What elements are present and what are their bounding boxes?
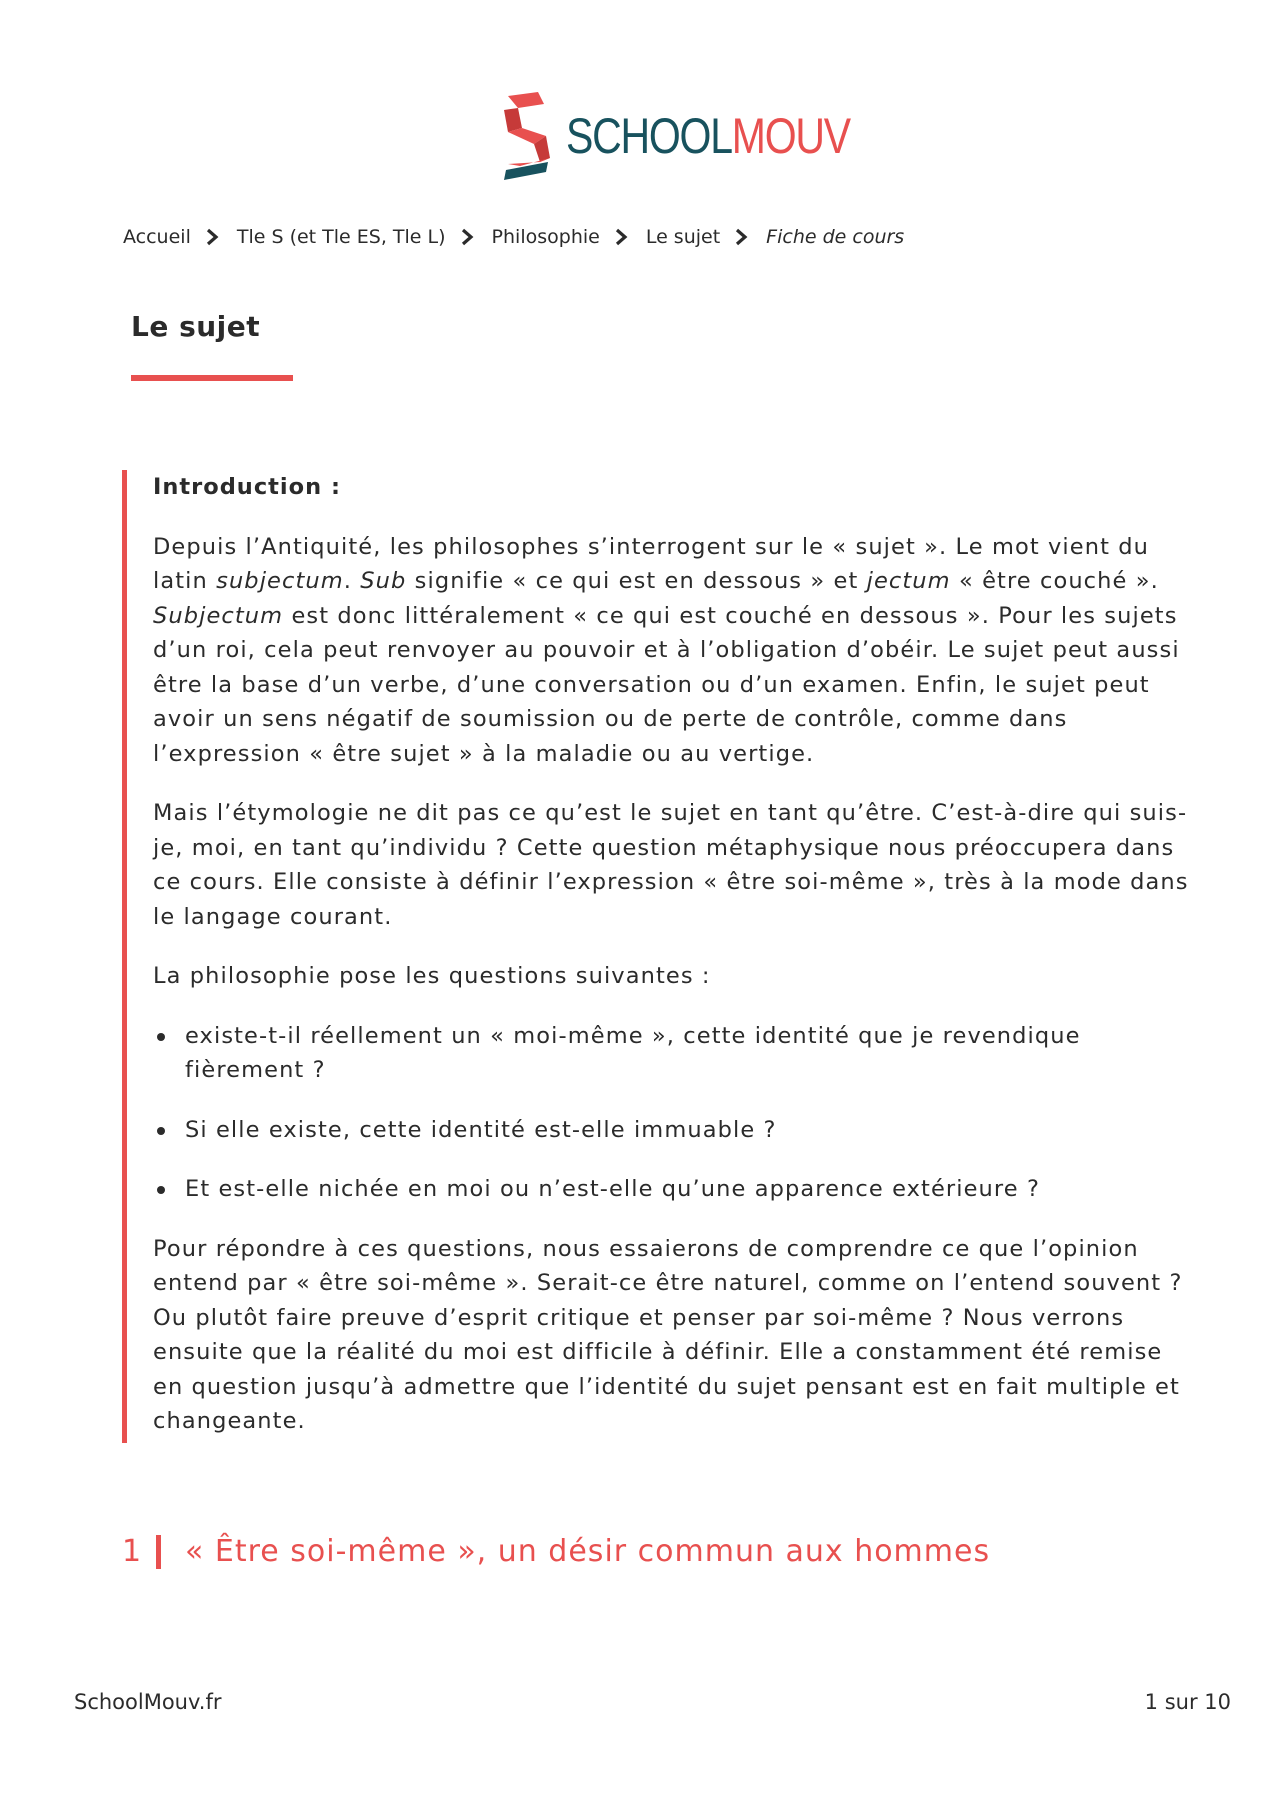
footer-site: SchoolMouv.fr [74, 1690, 222, 1714]
brand-logo [500, 92, 912, 184]
introduction-heading: Introduction : [153, 474, 341, 500]
brand-name-part2: MOUV [731, 108, 850, 164]
breadcrumb-item-subject[interactable]: Philosophie [491, 226, 600, 248]
breadcrumb-item-accueil[interactable]: Accueil [123, 226, 191, 248]
list-item [185, 1019, 1193, 1088]
introduction-paragraph-1 [153, 530, 1193, 772]
brand-wordmark [566, 107, 850, 165]
chevron-right-icon [614, 228, 628, 246]
breadcrumb-current: Fiche de cours [766, 226, 905, 248]
bullet-icon [157, 1033, 165, 1041]
section-heading-1 [122, 1534, 990, 1569]
chevron-right-icon [734, 228, 748, 246]
section-divider [156, 1535, 161, 1569]
text-segment: Depuis l’Antiquité, les philosophes s’interrogent sur le « sujet ». Le mot vient du latin [153, 533, 1149, 594]
section-title: « Être soi-même », un désir commun aux hommes [185, 1534, 991, 1569]
introduction-paragraph-4: Pour répondre à ces questions, nous essaierons de comprendre ce que l’opinion entend par « être soi-même ». Serait-ce être naturel, comme on l’entend souvent ? Ou plutôt faire preuve d’esprit critique et penser par soi-même ? Nous verrons ensuite que la réalité du moi est difficile à définir. Elle a constamment été remise en question jusqu’à admettre que l’identité du sujet pensant est en fait multiple et changeante. [153, 1235, 1183, 1434]
text-segment: . [343, 568, 361, 594]
introduction-paragraph-2: Mais l’étymologie ne dit pas ce qu’est le sujet en tant qu’être. C’est-à-dire qui suis-je, moi, en tant qu’individu ? Cette question métaphysique nous préoccupera dans ce cours. Elle consiste à définir l’expression « être soi-même », très à la mode dans le langage courant. [153, 800, 1189, 930]
list-item [185, 1113, 1193, 1148]
text-segment: « être couché ». [950, 568, 1159, 594]
chevron-right-icon [205, 228, 219, 246]
text-segment: est donc littéralement « ce qui est couché en dessous ». Pour les sujets d’un roi, cela peut renvoyer au pouvoir et à l’obligation d’obéir. Le sujet peut aussi être la base d’un verbe, d’une conversation ou d’un examen. Enfin, le sujet peut avoir un sens négatif de soumission ou de perte de contrôle, comme dans l’expression « être sujet » à la maladie ou au vertige. [153, 602, 1180, 767]
questions-list [153, 1019, 1193, 1207]
bullet-icon [157, 1186, 165, 1194]
breadcrumb-item-chapter[interactable]: Le sujet [645, 226, 721, 248]
emphasis-jectum: jectum [866, 568, 951, 594]
page-title: Le sujet [131, 310, 261, 343]
chevron-right-icon [460, 228, 474, 246]
breadcrumb [123, 226, 904, 248]
emphasis-subjectum-capital: Subjectum [153, 602, 284, 629]
introduction-block [122, 470, 1193, 1443]
list-item-text: existe-t-il réellement un « moi-même », cette identité que je revendique fièrement ? [185, 1022, 1081, 1083]
bullet-icon [157, 1127, 165, 1135]
emphasis-sub: Sub [360, 568, 407, 594]
schoolmouv-logo-icon [500, 92, 552, 184]
introduction-paragraph-3: La philosophie pose les questions suivantes : [153, 963, 711, 989]
list-item [185, 1172, 1193, 1207]
brand-name-part1: SCHOOL [566, 108, 732, 164]
emphasis-subjectum: subjectum [216, 568, 344, 594]
list-item-text: Et est-elle nichée en moi ou n’est-elle qu’une apparence extérieure ? [185, 1176, 1040, 1202]
footer-page-number: 1 sur 10 [1144, 1690, 1231, 1714]
text-segment: signifie « ce qui est en dessous » et [406, 568, 867, 594]
section-number: 1 [122, 1534, 143, 1569]
title-underline [131, 375, 293, 381]
breadcrumb-item-level[interactable]: Tle S (et Tle ES, Tle L) [236, 226, 446, 248]
list-item-text: Si elle existe, cette identité est-elle immuable ? [185, 1116, 777, 1143]
